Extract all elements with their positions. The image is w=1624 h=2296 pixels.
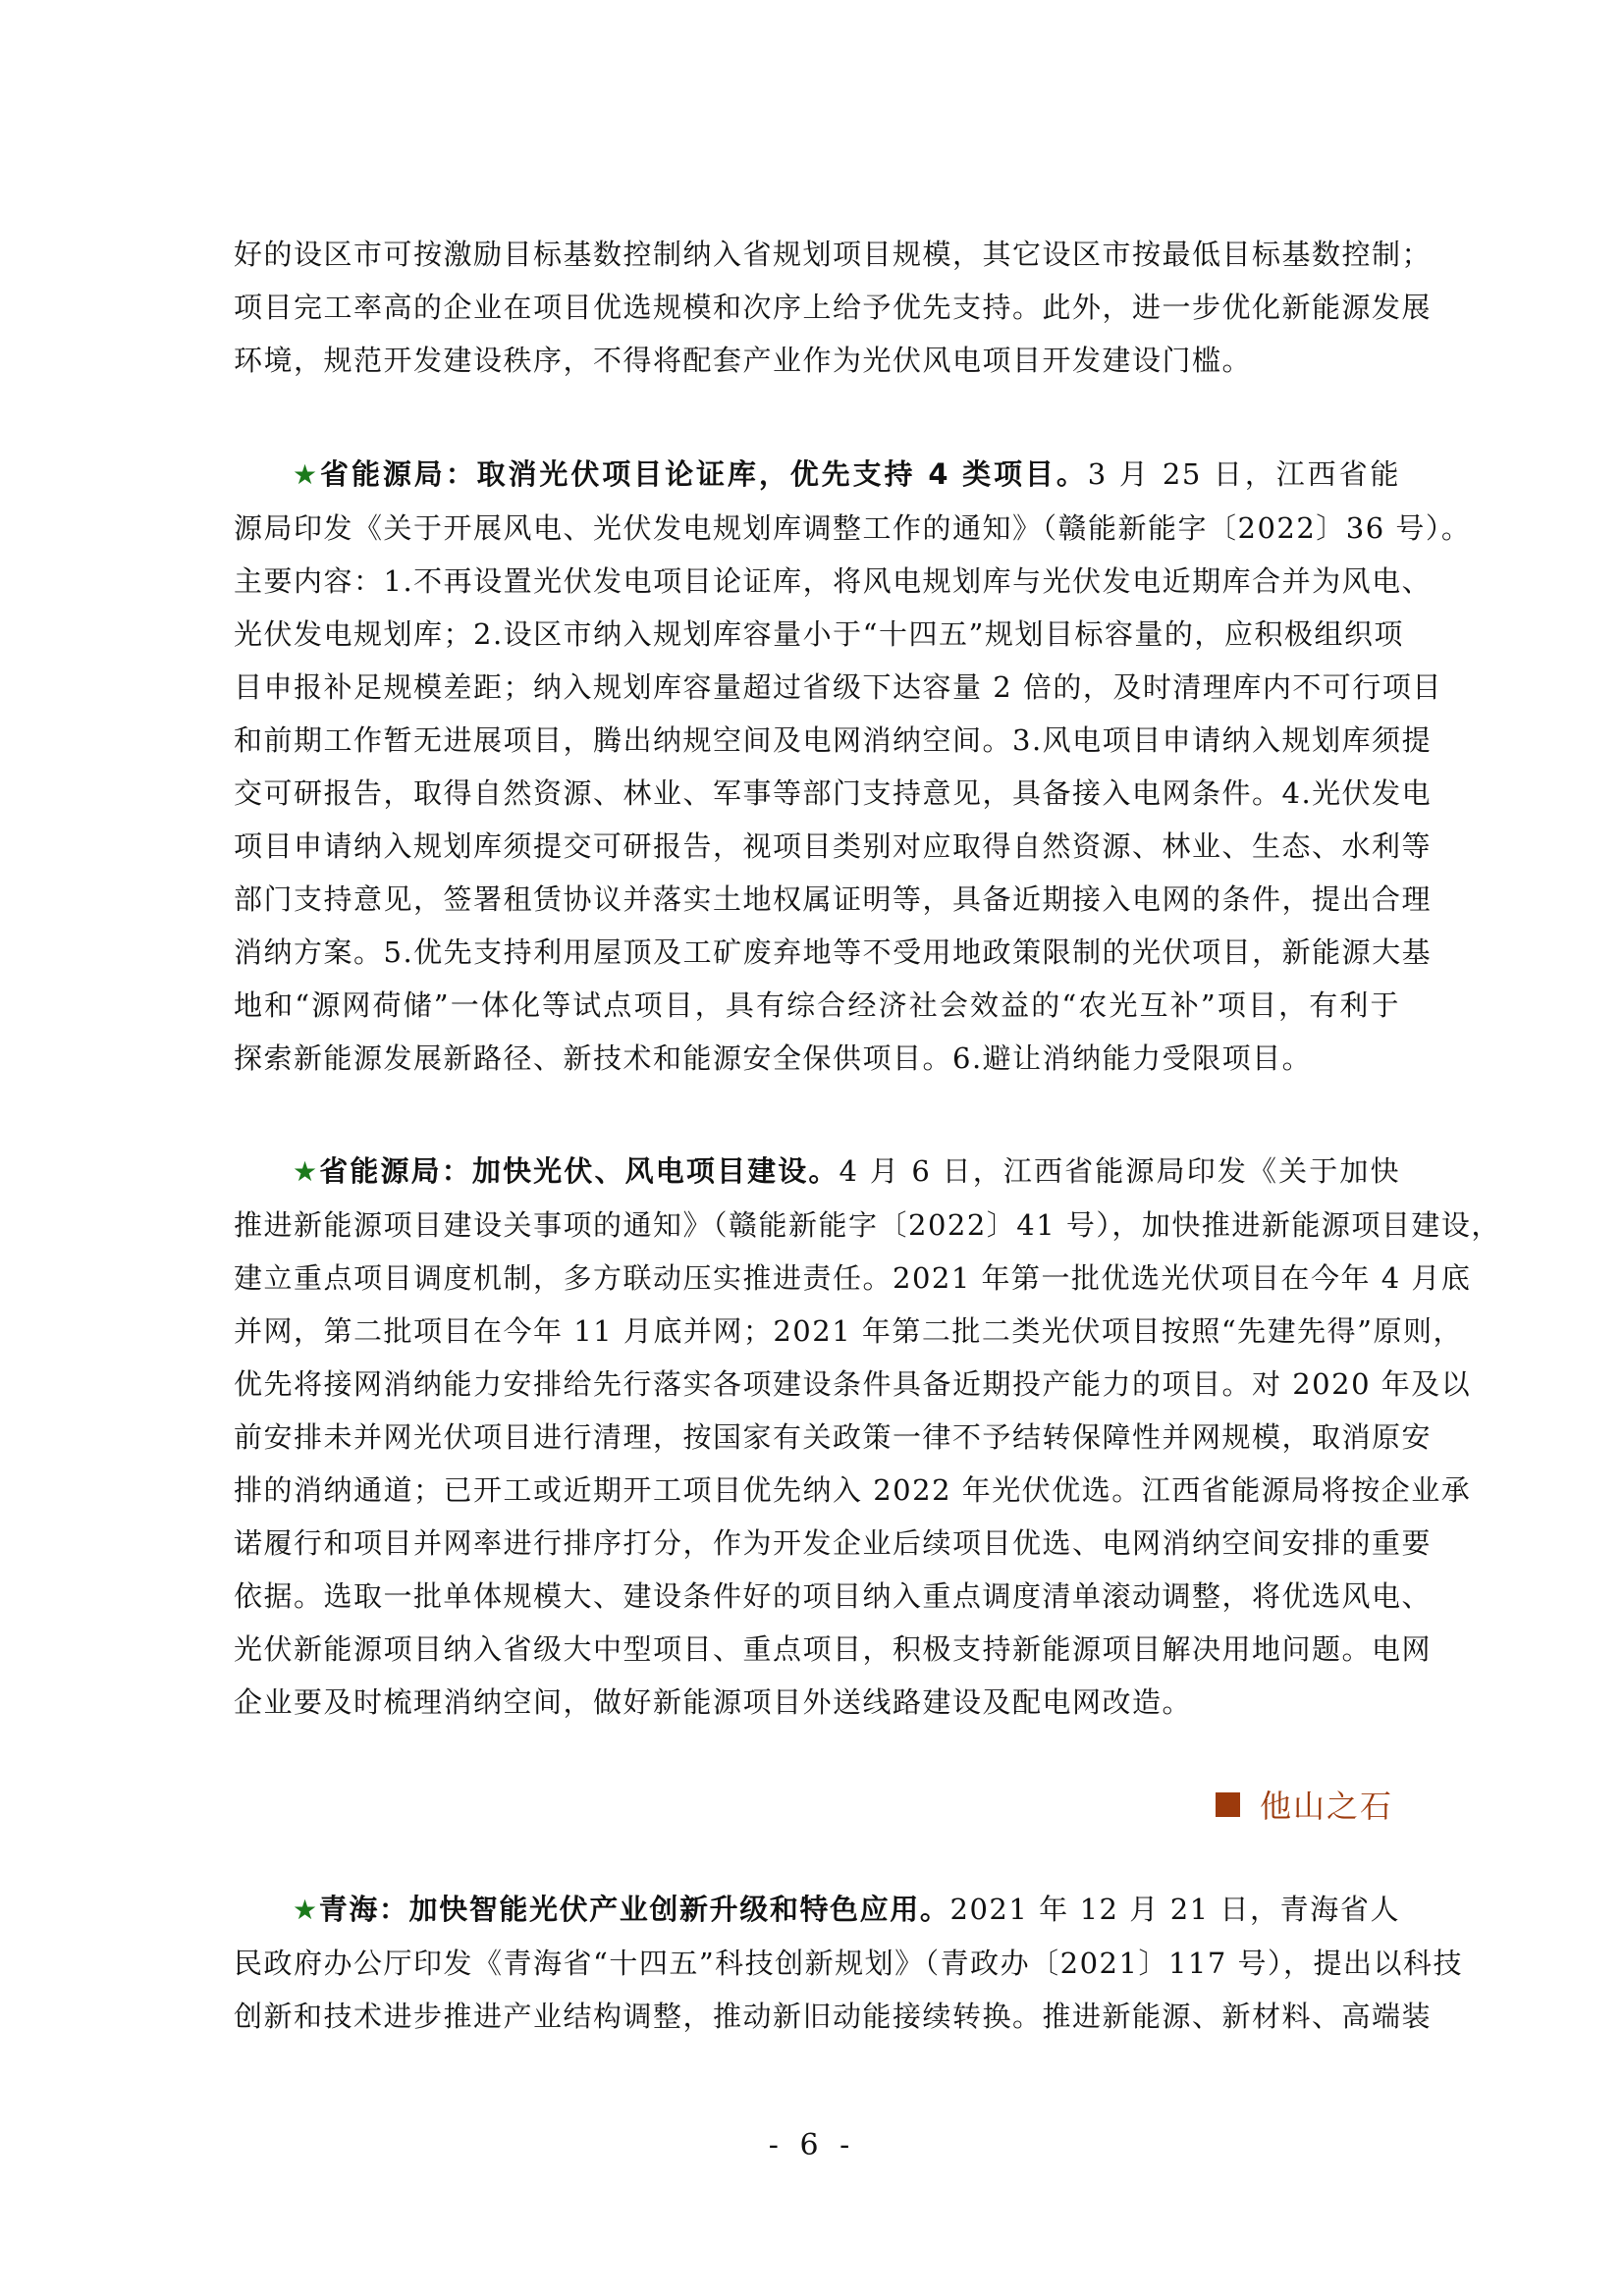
text-line: 项目完工率高的企业在项目优选规模和次序上给予优先支持。此外，进一步优化新能源发展 (234, 291, 1433, 324)
text-line: 和前期工作暂无进展项目，腾出纳规空间及电网消纳空间。3.风电项目申请纳入规划库须提 (234, 723, 1433, 757)
text-line: 探索新能源发展新路径、新技术和能源安全保供项目。6.避让消纳能力受限项目。 (234, 1041, 1313, 1075)
text-line: 环境，规范开发建设秩序，不得将配套产业作为光伏风电项目开发建设门槛。 (234, 344, 1253, 377)
text-line: 部门支持意见，签署租赁协议并落实土地权属证明等，具备近期接入电网的条件，提出合理 (234, 882, 1433, 916)
text-line: 排的消纳通道；已开工或近期开工项目优先纳入 2022 年光伏优选。江西省能源局将按企业承 (234, 1473, 1472, 1507)
text-line: 依据。选取一批单体规模大、建设条件好的项目纳入重点调度清单滚动调整，将优选风电、 (234, 1579, 1433, 1613)
text-line: 源局印发《关于开展风电、光伏发电规划库调整工作的通知》（赣能新能字〔2022〕36 号）。 (234, 511, 1472, 545)
item-heading: 省能源局：取消光伏项目论证库，优先支持 4 类项目。 (320, 457, 1088, 491)
text-line: 创新和技术进步推进产业结构调整，推动新旧动能接续转换。推进新能源、新材料、高端装 (234, 2000, 1433, 2033)
page-number: - 6 - (768, 2128, 856, 2163)
text-line: 地和“源网荷储”一体化等试点项目，具有综合经济社会效益的“农光互补”项目，有利于 (234, 988, 1400, 1022)
news-item-qinghai (234, 1883, 1464, 2043)
text-line: 光伏发电规划库；2.设区市纳入规划库容量小于“十四五”规划目标容量的，应积极组织项 (234, 617, 1404, 651)
text-line: 企业要及时梳理消纳空间，做好新能源项目外送线路建设及配电网改造。 (234, 1685, 1193, 1719)
green-star-icon: ★ (293, 1155, 320, 1188)
text-line: 主要内容：1.不再设置光伏发电项目论证库，将风电规划库与光伏发电近期库合并为风电、 (234, 564, 1433, 598)
green-star-icon: ★ (293, 1894, 319, 1926)
text-line: 目申报补足规模差距；纳入规划库容量超过省级下达容量 2 倍的，及时清理库内不可行项目 (234, 670, 1442, 704)
item-heading: 青海：加快智能光伏产业创新升级和特色应用。 (318, 1893, 950, 1926)
continuation-paragraph (234, 228, 1433, 387)
item-lead-text: 2021 年 12 月 21 日，青海省人 (949, 1893, 1400, 1926)
text-line: 项目申请纳入规划库须提交可研报告，视项目类别对应取得自然资源、林业、生态、水利等 (234, 829, 1433, 863)
text-line: 交可研报告，取得自然资源、林业、军事等部门支持意见，具备接入电网条件。4.光伏发电 (234, 776, 1433, 810)
text-line: 好的设区市可按激励目标基数控制纳入省规划项目规模，其它设区市按最低目标基数控制； (234, 238, 1433, 271)
item-first-line (234, 448, 1400, 502)
news-item-jiangxi-pv-library (234, 448, 1472, 1085)
text-line: 消纳方案。5.优先支持利用屋顶及工矿废弃地等不受用地政策限制的光伏项目，新能源大基 (234, 935, 1433, 969)
text-line: 优先将接网消纳能力安排给先行落实各项建设条件具备近期投产能力的项目。对 2020 年及以 (234, 1367, 1472, 1401)
item-first-line (234, 1145, 1400, 1199)
text-line: 前安排未并网光伏项目进行清理，按国家有关政策一律不予结转保障性并网规模，取消原安 (234, 1420, 1433, 1454)
text-line: 诺履行和项目并网率进行排序打分，作为开发企业后续项目优选、电网消纳空间安排的重要 (234, 1526, 1433, 1560)
item-first-line (234, 1883, 1400, 1937)
section-title: 他山之石 (1260, 1788, 1394, 1825)
news-item-jiangxi-speedup (234, 1145, 1501, 1729)
square-bullet-icon (1216, 1792, 1240, 1817)
section-header-other-regions (1216, 1782, 1393, 1827)
text-line: 光伏新能源项目纳入省级大中型项目、重点项目，积极支持新能源项目解决用地问题。电网 (234, 1632, 1433, 1666)
item-lead-text: 4 月 6 日，江西省能源局印发《关于加快 (839, 1154, 1400, 1188)
green-star-icon: ★ (293, 458, 321, 491)
text-line: 建立重点项目调度机制，多方联动压实推进责任。2021 年第一批优选光伏项目在今年 4 月底 (234, 1261, 1472, 1295)
text-line: 并网，第二批项目在今年 11 月底并网；2021 年第二批二类光伏项目按照“先建先得”原则， (234, 1314, 1464, 1348)
item-lead-text: 3 月 25 日，江西省能 (1087, 457, 1401, 491)
item-heading: 省能源局：加快光伏、风电项目建设。 (319, 1154, 839, 1188)
text-line: 推进新能源项目建设关事项的通知》（赣能新能字〔2022〕41 号），加快推进新能源项目建设， (234, 1208, 1501, 1242)
text-line: 民政府办公厅印发《青海省“十四五”科技创新规划》（青政办〔2021〕117 号），提出以科技 (234, 1947, 1464, 1980)
